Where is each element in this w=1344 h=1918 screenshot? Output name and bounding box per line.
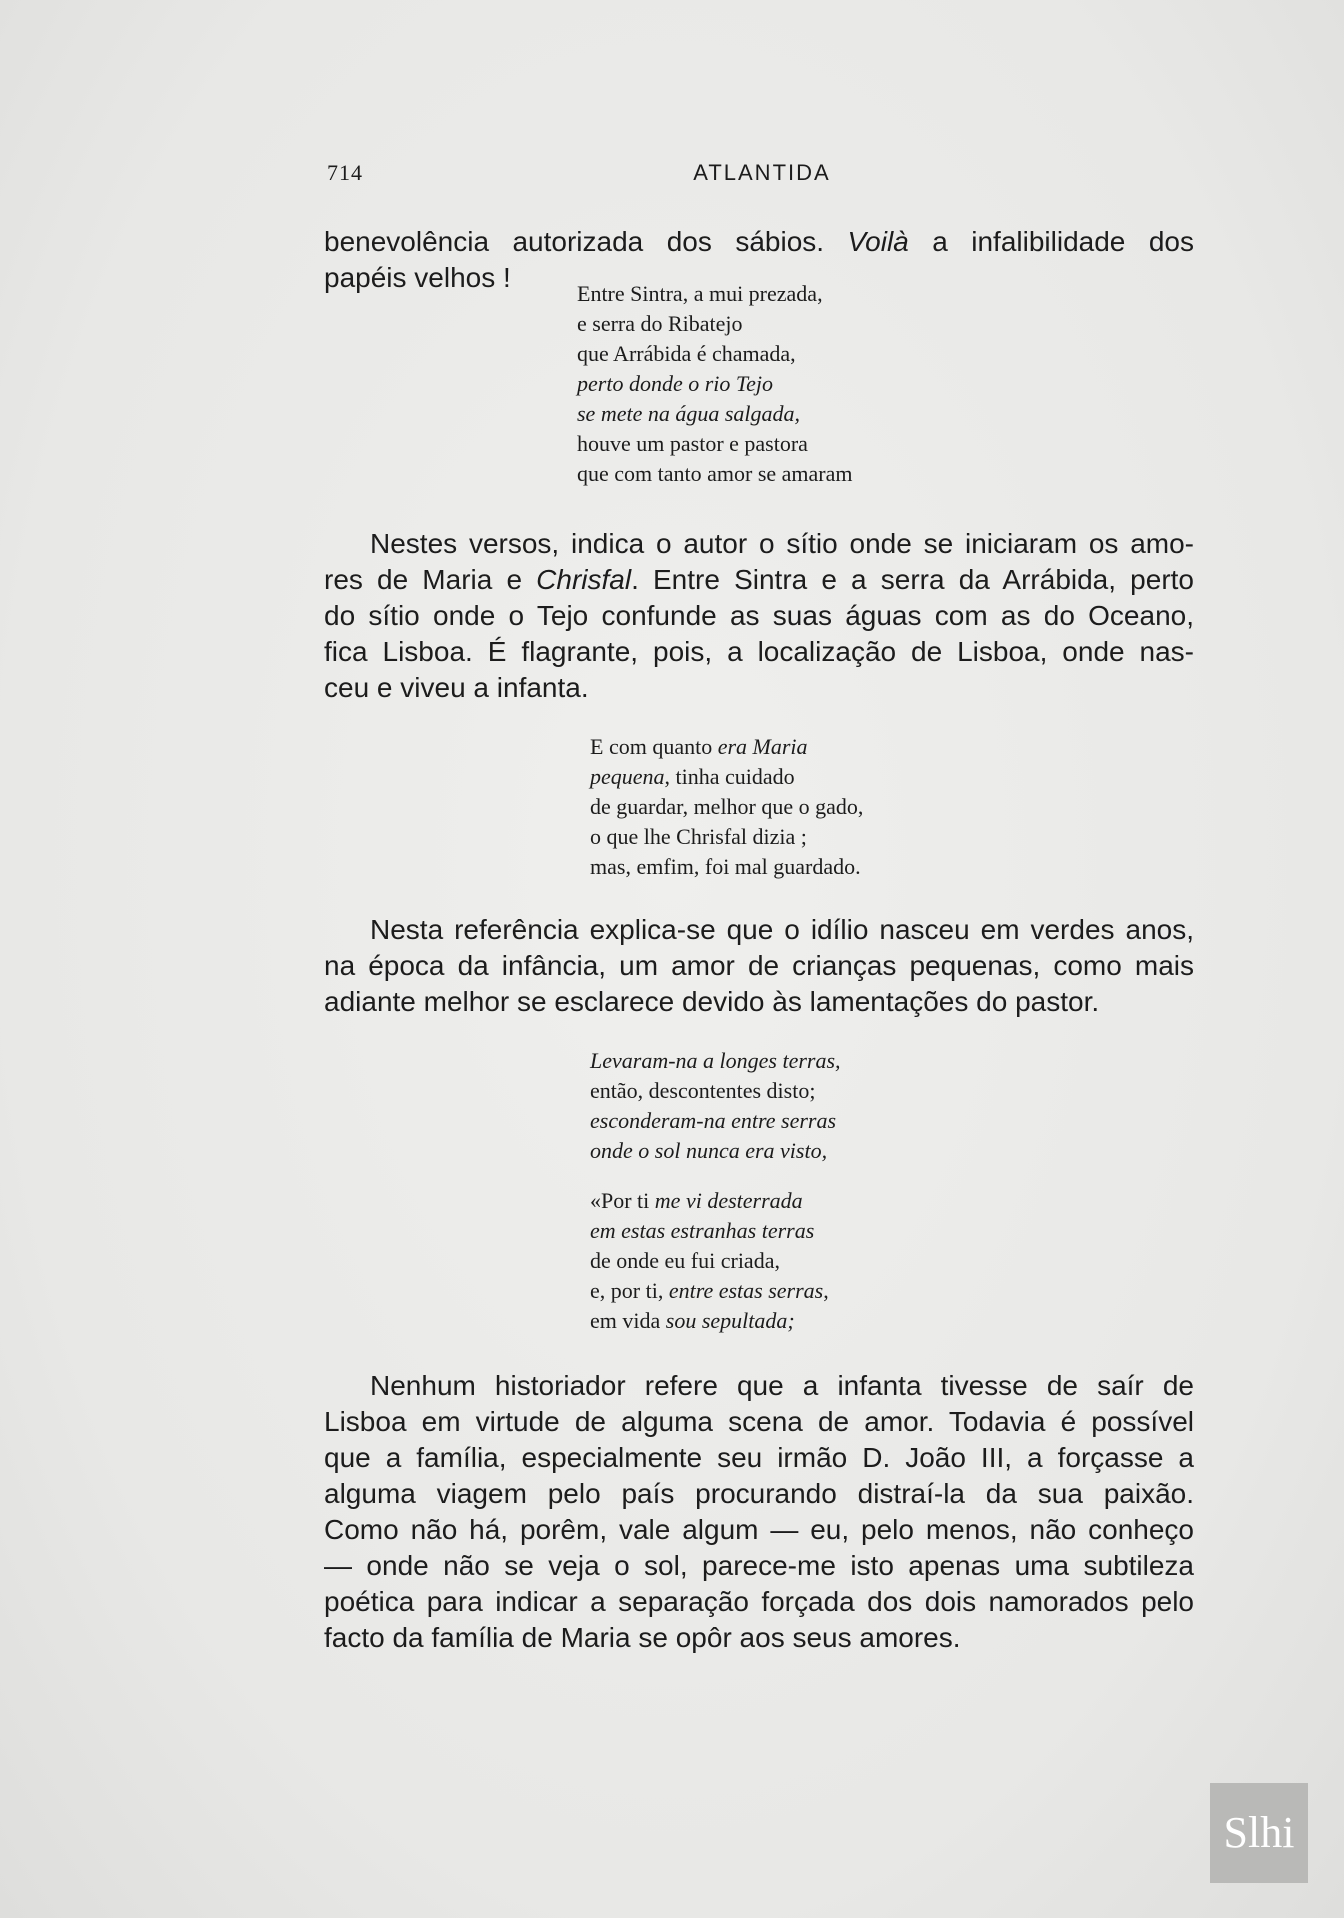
paragraph-1 [324, 224, 1194, 260]
paragraph-3: Nesta referência explica-se que o idílio nasceu em verdes anos, na época da infância, um amor de crianças pequenas, como mais adiante melhor se esclarece devido às lamentações do pastor. [324, 914, 1194, 1017]
page-number: 714 [327, 160, 363, 185]
running-title: ATLANTIDA [693, 160, 831, 185]
paragraph-line: benevolência autorizada dos sábios. Voilà a infalibilidade dos [324, 226, 1194, 257]
verse-2: E com quanto era Maria pequena, tinha cuidado de guardar, melhor que o gado, o que lhe Chrisfal dizia ; mas, emfim, foi mal guardado. [590, 734, 864, 879]
verse-4: «Por ti me vi desterrada em estas estranhas terras de onde eu fui criada, e, por ti, entre estas serras, em vida sou sepultada; [590, 1188, 829, 1333]
verse-3: Levaram-na a longes terras, então, descontentes disto; esconderam-na entre serras onde o sol nunca era visto, [590, 1048, 841, 1163]
paragraph-2: Nestes versos, indica o autor o sítio onde se iniciaram os amo- res de Maria e Chrisfal. Entre Sintra e a serra da Arrábida, perto do sítio onde o Tejo confunde as suas águas com as do Oceano, fica Lisboa. É flagrante, pois, a localização de Lisboa, onde nas- ceu e viveu a infanta. [324, 528, 1194, 703]
paragraph-4: Nenhum historiador refere que a infanta tivesse de saír de Lisboa em virtude de alguma scena de amor. Todavia é possível que a família, especialmente seu irmão D. João III, a forçasse a alguma viagem pelo país procurando distraí-la da sua paixão. Como não há, porêm, vale algum — eu, pelo menos, não conheço — onde não se veja o sol, parece-me isto apenas uma subtileza poética para indicar a separação forçada dos dois namorados pelo facto da família de Maria se opôr aos seus amores. [324, 1370, 1194, 1653]
paragraph-1-end: papéis velhos ! [324, 262, 511, 293]
verse-1: Entre Sintra, a mui prezada, e serra do Ribatejo que Arrábida é chamada, perto donde o rio Tejo se mete na água salgada, houve um pastor e pastora que com tanto amor se amaram [577, 281, 853, 486]
library-logo: Slhi [1210, 1783, 1308, 1883]
